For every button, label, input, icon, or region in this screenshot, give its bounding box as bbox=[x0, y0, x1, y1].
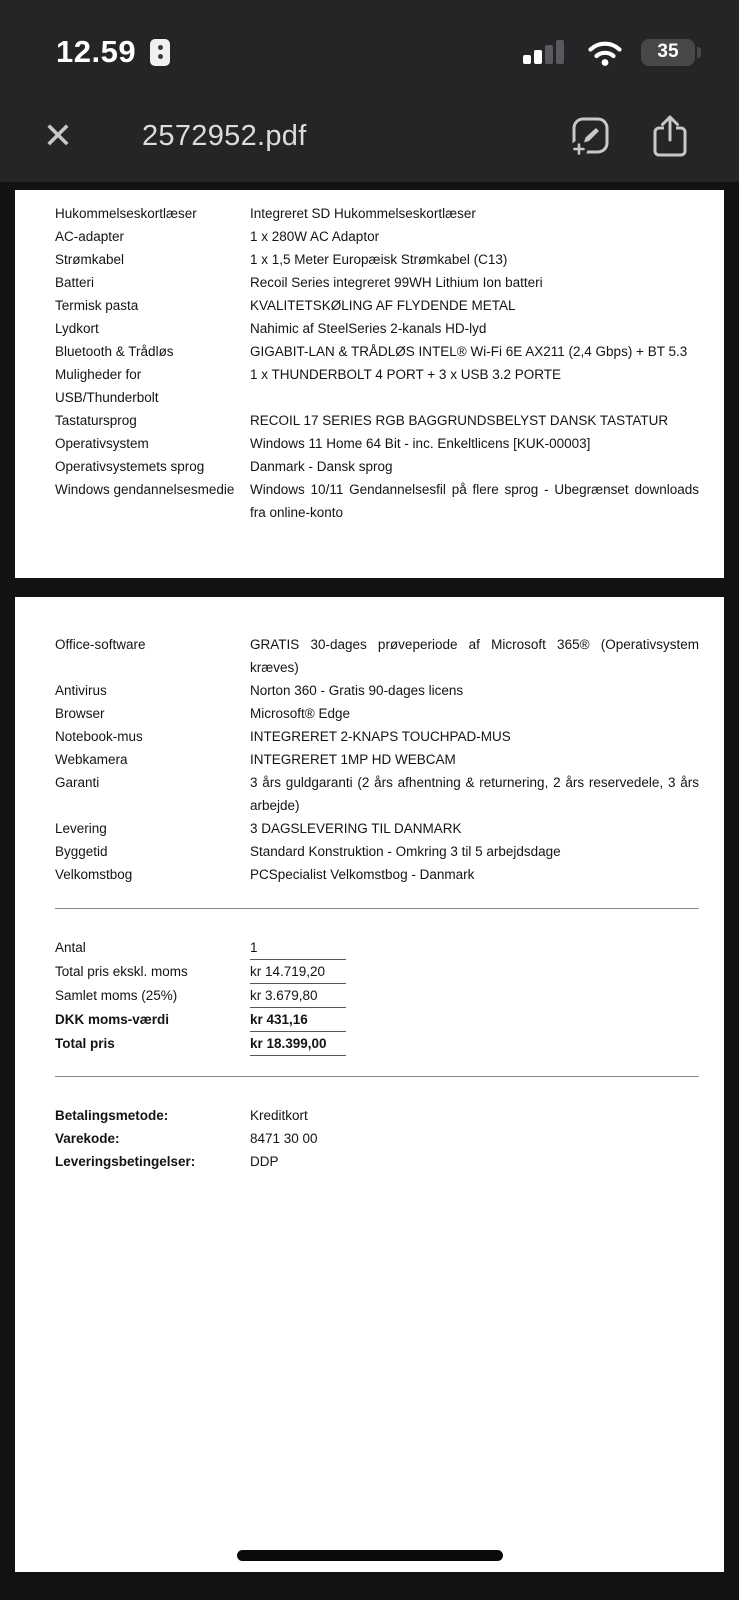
total-value: kr 431,16 bbox=[250, 1008, 346, 1032]
spec-value: INTEGRERET 2-KNAPS TOUCHPAD-MUS bbox=[250, 729, 511, 744]
spec-value: Microsoft® Edge bbox=[250, 706, 350, 721]
spec-value: 3 års guldgaranti (2 års afhentning & returnering, 2 års reservedele, 3 års arbejde) bbox=[250, 775, 699, 813]
divider bbox=[55, 908, 699, 909]
spec-label: Operativsystemets sprog bbox=[55, 459, 205, 474]
spec-label: Levering bbox=[55, 821, 107, 836]
payment-label: Varekode: bbox=[55, 1131, 120, 1146]
spec-label: Lydkort bbox=[55, 321, 99, 336]
spec-value: GRATIS 30-dages prøveperiode af Microsoft 365® (Operativsystem kræves) bbox=[250, 637, 699, 675]
pdf-page-2 bbox=[15, 597, 724, 1572]
spec-label: Tastatursprog bbox=[55, 413, 137, 428]
spec-value: Recoil Series integreret 99WH Lithium Ion batteri bbox=[250, 275, 543, 290]
spec-label: Notebook-mus bbox=[55, 729, 143, 744]
spec-value: 1 x THUNDERBOLT 4 PORT + 3 x USB 3.2 PORTE bbox=[250, 367, 561, 382]
spec-label: Strømkabel bbox=[55, 252, 125, 267]
divider bbox=[55, 1076, 699, 1077]
pdf-content-area[interactable] bbox=[0, 182, 739, 1600]
total-row bbox=[55, 1032, 699, 1056]
spec-row bbox=[55, 317, 699, 340]
spec-label: Webkamera bbox=[55, 752, 128, 767]
spec-table-page2 bbox=[55, 633, 699, 886]
payment-row bbox=[55, 1150, 699, 1173]
battery-percent: 35 bbox=[657, 41, 679, 62]
total-row bbox=[55, 936, 699, 960]
spec-value: RECOIL 17 SERIES RGB BAGGRUNDSBELYST DANSK TASTATUR bbox=[250, 413, 669, 428]
spec-value: Windows 10/11 Gendannelsesfil på flere sprog - Ubegrænset downloads fra online-konto bbox=[250, 482, 699, 520]
spec-row bbox=[55, 432, 699, 455]
spec-row bbox=[55, 863, 699, 886]
payment-value: 8471 30 00 bbox=[250, 1131, 318, 1146]
home-indicator[interactable] bbox=[237, 1550, 503, 1561]
spec-row bbox=[55, 748, 699, 771]
spec-row bbox=[55, 817, 699, 840]
total-value: kr 14.719,20 bbox=[250, 960, 346, 984]
total-row bbox=[55, 984, 699, 1008]
spec-value: 3 DAGSLEVERING TIL DANMARK bbox=[250, 821, 462, 836]
spec-value: Standard Konstruktion - Omkring 3 til 5 arbejdsdage bbox=[250, 844, 561, 859]
payment-label: Leveringsbetingelser: bbox=[55, 1154, 196, 1169]
spec-label: Windows gendannelsesmedie bbox=[55, 482, 235, 497]
battery-icon bbox=[641, 39, 695, 66]
spec-value: PCSpecialist Velkomstbog - Danmark bbox=[250, 867, 475, 882]
spec-row bbox=[55, 771, 699, 817]
spec-value: Norton 360 - Gratis 90-dages licens bbox=[250, 683, 464, 698]
spec-row bbox=[55, 702, 699, 725]
total-row bbox=[55, 1008, 699, 1032]
spec-label: Byggetid bbox=[55, 844, 108, 859]
spec-table-page1 bbox=[55, 202, 699, 524]
payment-value: Kreditkort bbox=[250, 1108, 308, 1123]
total-label: Total pris ekskl. moms bbox=[55, 964, 188, 979]
spec-label: Muligheder for USB/Thunderbolt bbox=[55, 367, 159, 405]
spec-value: GIGABIT-LAN & TRÅDLØS INTEL® Wi-Fi 6E AX211 (2,4 Gbps) + BT 5.3 bbox=[250, 344, 688, 359]
spec-row bbox=[55, 840, 699, 863]
spec-value: Danmark - Dansk sprog bbox=[250, 459, 393, 474]
spec-label: AC-adapter bbox=[55, 229, 125, 244]
spec-row bbox=[55, 725, 699, 748]
spec-label: Browser bbox=[55, 706, 105, 721]
wifi-icon bbox=[584, 37, 626, 67]
spec-row bbox=[55, 633, 699, 679]
spec-row bbox=[55, 340, 699, 363]
spec-row bbox=[55, 679, 699, 702]
share-icon bbox=[651, 112, 689, 160]
spec-label: Antivirus bbox=[55, 683, 107, 698]
spec-row bbox=[55, 409, 699, 432]
total-value: kr 3.679,80 bbox=[250, 984, 346, 1008]
spec-row bbox=[55, 455, 699, 478]
status-bar-left bbox=[56, 34, 170, 70]
total-label: Samlet moms (25%) bbox=[55, 988, 178, 1003]
share-button[interactable] bbox=[651, 112, 689, 160]
spec-label: Batteri bbox=[55, 275, 95, 290]
cellular-signal-icon bbox=[523, 38, 569, 66]
total-value: 1 bbox=[250, 936, 346, 960]
document-title: 2572952.pdf bbox=[142, 119, 307, 152]
payment-label: Betalingsmetode: bbox=[55, 1108, 169, 1123]
status-bar-right bbox=[523, 37, 695, 67]
total-label: Total pris bbox=[55, 1036, 115, 1051]
total-row bbox=[55, 960, 699, 984]
spec-value: Integreret SD Hukommelseskortlæser bbox=[250, 206, 476, 221]
payment-value: DDP bbox=[250, 1154, 279, 1169]
payment-row bbox=[55, 1127, 699, 1150]
spec-label: Hukommelseskortlæser bbox=[55, 206, 197, 221]
spec-value: 1 x 1,5 Meter Europæisk Strømkabel (C13) bbox=[250, 252, 508, 267]
pdf-viewer-toolbar bbox=[0, 90, 739, 182]
spec-row bbox=[55, 294, 699, 317]
sim-indicator-icon bbox=[150, 39, 170, 66]
spec-label: Garanti bbox=[55, 775, 100, 790]
spec-label: Bluetooth & Trådløs bbox=[55, 344, 174, 359]
spec-value: INTEGRERET 1MP HD WEBCAM bbox=[250, 752, 456, 767]
total-label: DKK moms-værdi bbox=[55, 1012, 170, 1027]
close-button[interactable] bbox=[36, 115, 80, 156]
pdf-page-1 bbox=[15, 190, 724, 578]
total-value: kr 18.399,00 bbox=[250, 1032, 346, 1056]
spec-row bbox=[55, 363, 699, 409]
payment-row bbox=[55, 1104, 699, 1127]
spec-value: KVALITETSKØLING AF FLYDENDE METAL bbox=[250, 298, 516, 313]
spec-row bbox=[55, 478, 699, 524]
spec-label: Velkomstbog bbox=[55, 867, 133, 882]
markup-button[interactable] bbox=[569, 114, 613, 158]
spec-value: Nahimic af SteelSeries 2-kanals HD-lyd bbox=[250, 321, 487, 336]
spec-row bbox=[55, 202, 699, 225]
spec-label: Termisk pasta bbox=[55, 298, 139, 313]
spec-label: Office-software bbox=[55, 637, 146, 652]
status-time: 12.59 bbox=[56, 34, 137, 69]
spec-row bbox=[55, 225, 699, 248]
markup-icon bbox=[569, 114, 613, 158]
spec-value: Windows 11 Home 64 Bit - inc. Enkeltlicens [KUK-00003] bbox=[250, 436, 591, 451]
spec-row bbox=[55, 248, 699, 271]
spec-row bbox=[55, 271, 699, 294]
spec-value: 1 x 280W AC Adaptor bbox=[250, 229, 380, 244]
totals-table bbox=[55, 936, 699, 1056]
status-bar bbox=[0, 0, 739, 90]
total-label: Antal bbox=[55, 940, 86, 955]
payment-details bbox=[55, 1104, 699, 1173]
spec-label: Operativsystem bbox=[55, 436, 149, 451]
close-icon: ✕ bbox=[42, 115, 74, 156]
